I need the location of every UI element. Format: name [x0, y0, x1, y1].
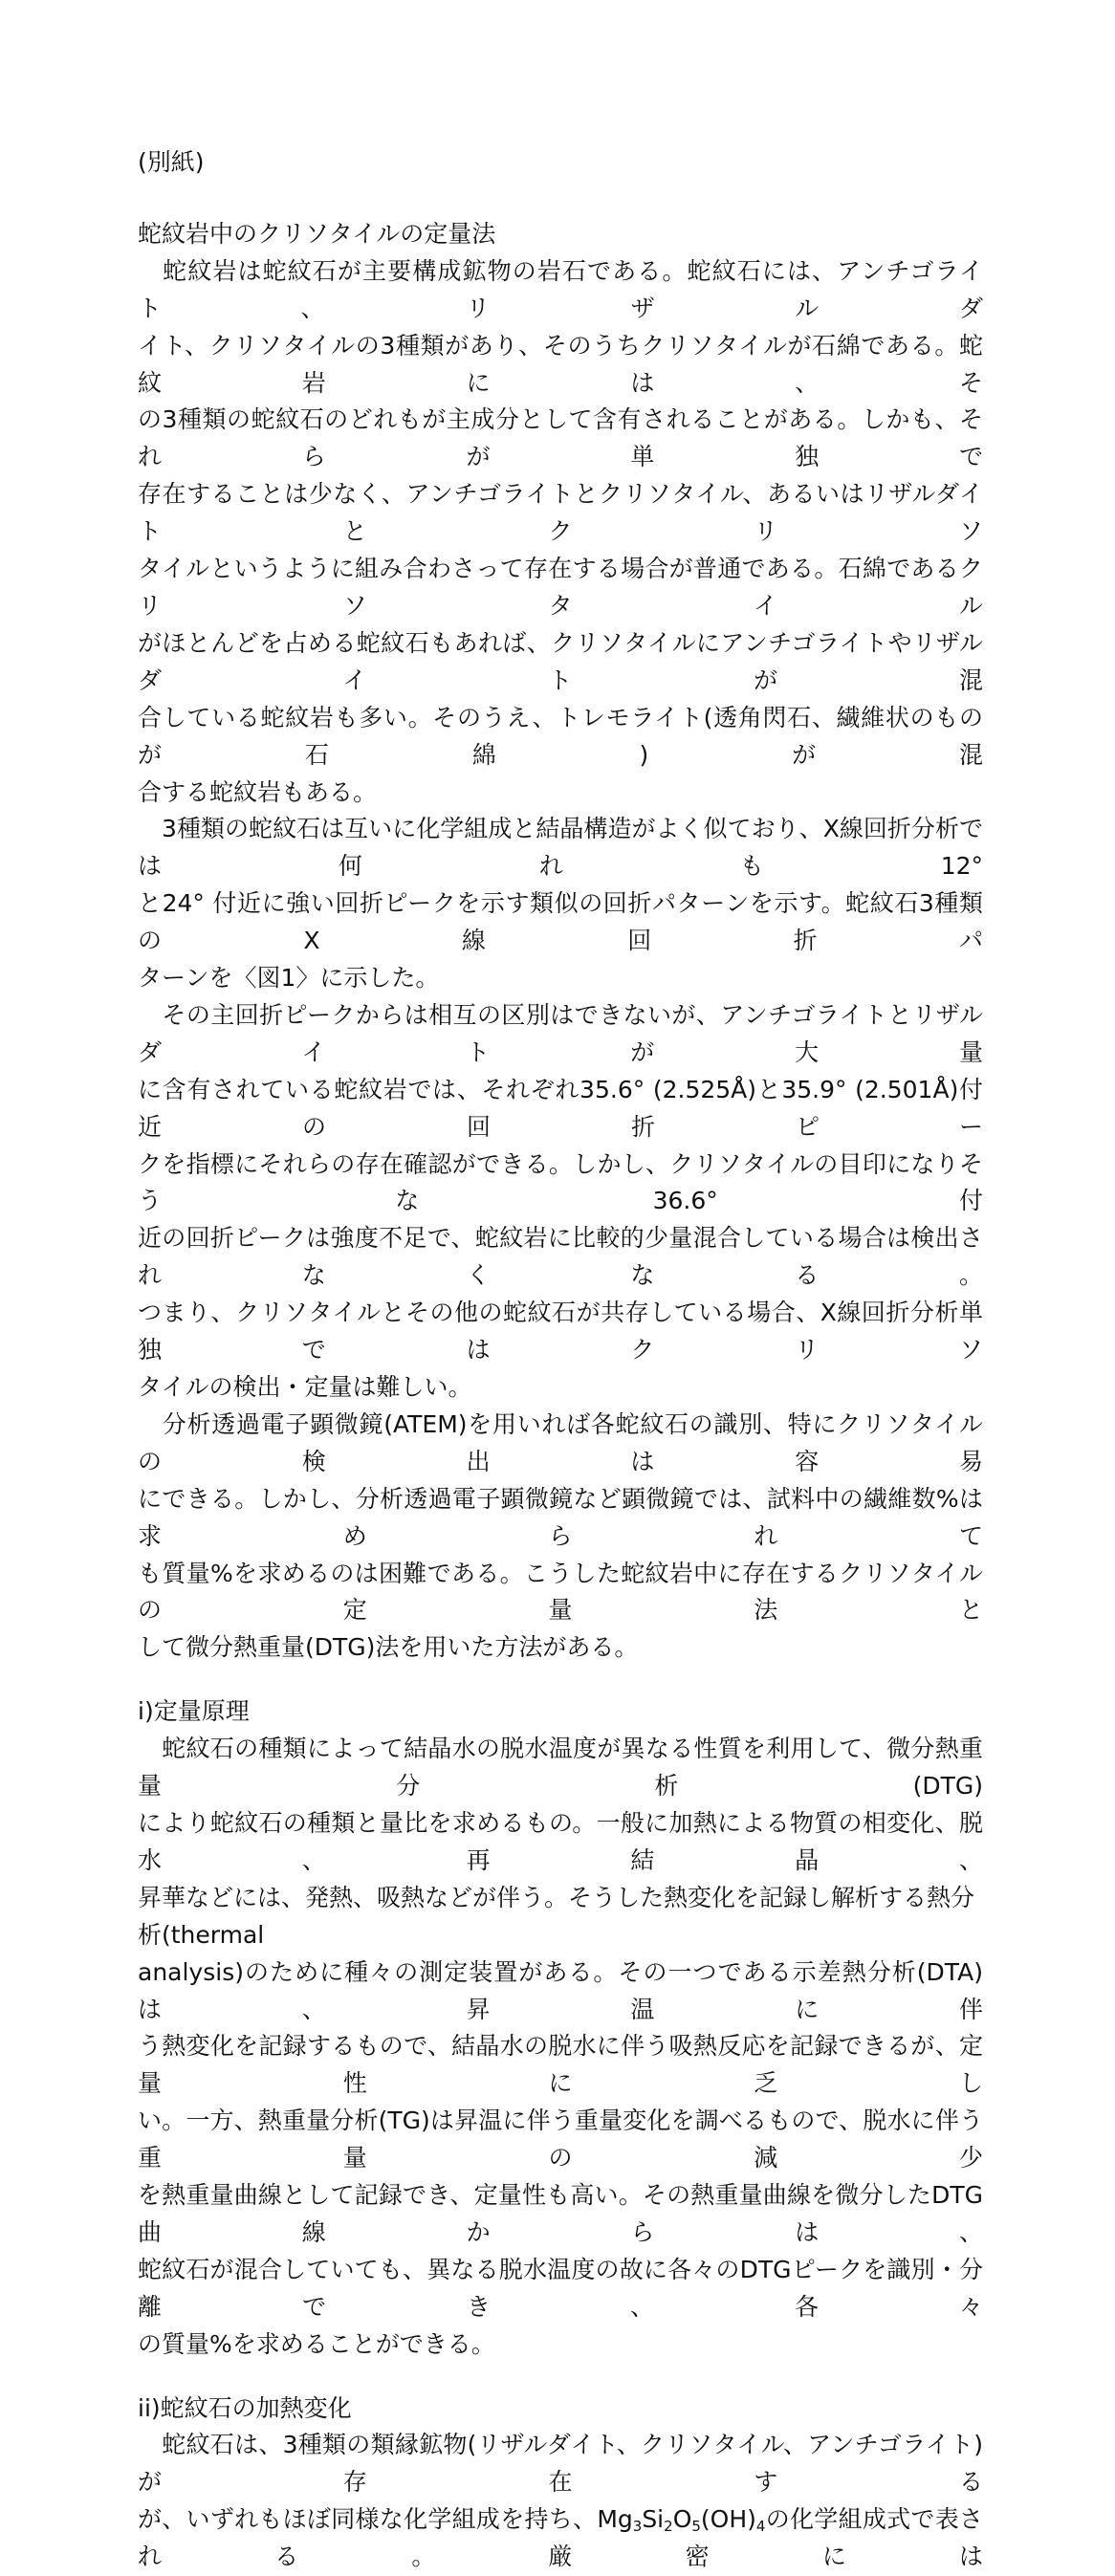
- paragraph-line: がほとんどを占める蛇紋石もあれば、クリソタイルにアンチゴライトやリザルダイトが混: [138, 628, 983, 694]
- document-title: 蛇紋岩中のクリソタイルの定量法: [138, 219, 496, 248]
- paragraph-line: にできる。しかし、分析透過電子顕微鏡など顕微鏡では、試料中の繊維数%は求められて: [138, 1484, 983, 1550]
- paragraph-line: 3種類の蛇紋石は互いに化学組成と結晶構造がよく似ており、X線回折分析では何れも12°: [138, 815, 983, 881]
- paragraph-line: 蛇紋石の種類によって結晶水の脱水温度が異なる性質を利用して、微分熱重量分析(DTG): [138, 1735, 983, 1801]
- subscript: 3: [632, 2518, 643, 2536]
- subscript: 5: [691, 2518, 701, 2536]
- paragraph-line: 近の回折ピークは強度不足で、蛇紋岩に比較的少量混合している場合は検出されなくなる。: [138, 1224, 983, 1290]
- paragraph-line: して微分熱重量(DTG)法を用いた方法がある。: [138, 1633, 639, 1662]
- document-body: [138, 144, 983, 2576]
- paragraph-line: い。一方、熱重量分析(TG)は昇温に伴う重量変化を調べるもので、脱水に伴う重量の減少: [138, 2107, 983, 2172]
- subscript: 4: [755, 2518, 766, 2536]
- paragraph-line: イト、クリソタイルの3種類があり、そのうちクリソタイルが石綿である。蛇紋岩には、そ: [138, 331, 983, 397]
- paragraph-line: その主回折ピークからは相互の区別はできないが、アンチゴライトとリザルダイトが大量: [138, 1000, 983, 1066]
- quantification-principle-section: [138, 1731, 983, 2363]
- paragraph-line: タイルの検出・定量は難しい。: [138, 1373, 472, 1401]
- paragraph: [138, 1407, 983, 1667]
- text-segment: (OH): [700, 2505, 756, 2534]
- text-segment: の化学組成式で表される。厳密には: [138, 2505, 983, 2571]
- paragraph-line: タイルというように組み合わさって存在する場合が普通である。石綿であるクリソタイル: [138, 555, 983, 620]
- text-segment: が、いずれもほぼ同様な化学組成を持ち、Mg: [138, 2505, 633, 2534]
- paragraph-line: 蛇紋石が混合していても、異なる脱水温度の故に各々のDTGピークを識別・分離でき、各々: [138, 2255, 983, 2321]
- paragraph-line: 合している蛇紋岩も多い。そのうえ、トレモライト(透角閃石、繊維状のものが石綿)が混: [138, 703, 983, 769]
- paragraph: [138, 811, 983, 997]
- paragraph-line: により蛇紋石の種類と量比を求めるもの。一般に加熱による物質の相変化、脱水、再結晶、: [138, 1808, 983, 1874]
- paragraph-line: に含有されている蛇紋岩では、それぞれ35.6° (2.525Å)と35.9° (2.501Å)付近の回折ピー: [138, 1075, 983, 1141]
- paragraph-line: の質量%を求めることができる。: [138, 2329, 495, 2358]
- document-label: (別紙): [138, 148, 205, 176]
- paragraph-line: クを指標にそれらの存在確認ができる。しかし、クリソタイルの目印になりそうな36.6° 付: [138, 1149, 983, 1215]
- section-heading-quantification-principle: i)定量原理: [138, 1697, 250, 1726]
- paragraph: [138, 253, 983, 812]
- paragraph-line: 蛇紋石は、3種類の類縁鉱物(リザルダイト、クリソタイル、アンチゴライト)が存在する: [138, 2431, 983, 2497]
- paragraph: [138, 1731, 983, 2363]
- paragraph-line: も質量%を求めるのは困難である。こうした蛇紋岩中に存在するクリソタイルの定量法と: [138, 1559, 983, 1625]
- intro-section: [138, 253, 983, 1667]
- paragraph-line: ターンを〈図1〉に示した。: [138, 964, 440, 993]
- paragraph: [138, 997, 983, 1407]
- paragraph-line: 分析透過電子顕微鏡(ATEM)を用いれば各蛇紋石の識別、特にクリソタイルの検出は容易: [138, 1409, 983, 1475]
- paragraph-line: 蛇紋岩は蛇紋石が主要構成鉱物の岩石である。蛇紋石には、アンチゴライト、リザルダ: [138, 256, 983, 322]
- text-segment: O: [672, 2505, 692, 2534]
- subscript: 2: [664, 2518, 673, 2536]
- paragraph-line: と24° 付近に強い回折ピークを示す類似の回折パターンを示す。蛇紋石3種類のX線回折パ: [138, 889, 983, 955]
- paragraph-line: つまり、クリソタイルとその他の蛇紋石が共存している場合、X線回折分析単独ではクリソ: [138, 1299, 983, 1364]
- paragraph-line: 昇華などには、発熱、吸熱などが伴う。そうした熱変化を記録し解析する熱分析(thermal: [138, 1883, 975, 1949]
- paragraph-line: を熱重量曲線として記録でき、定量性も高い。その熱重量曲線を微分したDTG曲線からは、: [138, 2181, 983, 2246]
- paragraph-line: analysis)のために種々の測定装置がある。その一つである示差熱分析(DTA)は、昇温に伴: [138, 1957, 983, 2023]
- paragraph-line-formula: [138, 2501, 983, 2576]
- paragraph-line: の3種類の蛇紋石のどれもが主成分として含有されることがある。しかも、それらが単独で: [138, 405, 983, 471]
- paragraph-line: 存在することは少なく、アンチゴライトとクリソタイル、あるいはリザルダイトとクリソ: [138, 480, 983, 546]
- text-segment: Si: [642, 2505, 665, 2534]
- paragraph-line: う熱変化を記録するもので、結晶水の脱水に伴う吸熱反応を記録できるが、定量性に乏し: [138, 2032, 983, 2098]
- paragraph-line: 合する蛇紋岩もある。: [138, 777, 378, 806]
- section-heading-heating-change: ii)蛇紋石の加熱変化: [138, 2393, 352, 2422]
